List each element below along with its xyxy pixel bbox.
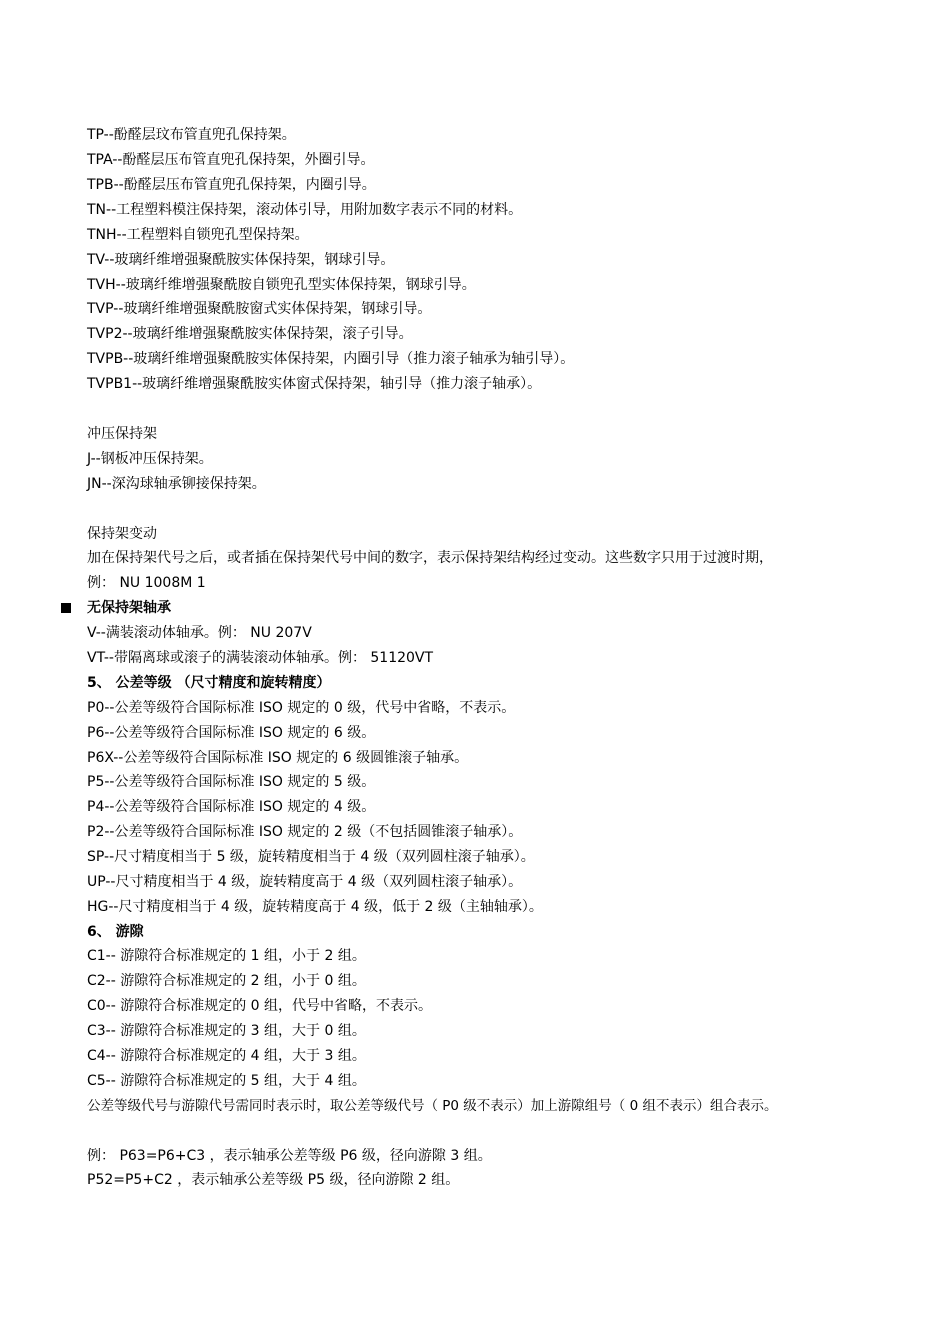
- text-line-tvp: TVP--玻璃纤维增强聚酰胺窗式实体保持架，钢球引导。: [87, 301, 432, 317]
- text-line-p2: P2--公差等级符合国际标准 ISO 规定的 2 级（不包括圆锥滚子轴承）。: [87, 824, 523, 840]
- text-line-cage-modification-desc: 加在保持架代号之后，或者插在保持架代号中间的数字，表示保持架结构经过变动。这些数字只用于过渡时期，: [87, 550, 773, 566]
- text-line-tpb: TPB--酚醛层压布管直兜孔保持架，内圈引导。: [87, 177, 376, 193]
- text-line-p0: P0--公差等级符合国际标准 ISO 规定的 0 级，代号中省略，不表示。: [87, 700, 516, 716]
- section-heading-tolerance-class: 5、 公差等级 （尺寸精度和旋转精度）: [87, 675, 331, 691]
- text-line-tn: TN--工程塑料模注保持架，滚动体引导，用附加数字表示不同的材料。: [87, 202, 523, 218]
- text-line-j: J--钢板冲压保持架。: [87, 451, 213, 467]
- text-line-combination-rule: 公差等级代号与游隙代号需同时表示时，取公差等级代号（ P0 级不表示）加上游隙组号（ 0 组不表示）组合表示。: [87, 1098, 778, 1114]
- text-line-tvh: TVH--玻璃纤维增强聚酰胺自锁兜孔型实体保持架，钢球引导。: [87, 277, 476, 293]
- text-line-c4: C4-- 游隙符合标准规定的 4 组，大于 3 组。: [87, 1048, 366, 1064]
- text-line-c2: C2-- 游隙符合标准规定的 2 组，小于 0 组。: [87, 973, 366, 989]
- text-line-tpa: TPA--酚醛层压布管直兜孔保持架，外圈引导。: [87, 152, 375, 168]
- text-line-example-p63: 例： P63=P6+C3 ，表示轴承公差等级 P6 级，径向游隙 3 组。: [87, 1148, 492, 1164]
- text-line-tvpb1: TVPB1--玻璃纤维增强聚酰胺实体窗式保持架，轴引导（推力滚子轴承）。: [87, 376, 542, 392]
- text-line-tv: TV--玻璃纤维增强聚酰胺实体保持架，钢球引导。: [87, 252, 395, 268]
- text-line-p6x: P6X--公差等级符合国际标准 ISO 规定的 6 级圆锥滚子轴承。: [87, 750, 469, 766]
- text-line-up: UP--尺寸精度相当于 4 级，旋转精度高于 4 级（双列圆柱滚子轴承）。: [87, 874, 523, 890]
- text-line-c1: C1-- 游隙符合标准规定的 1 组，小于 2 组。: [87, 948, 366, 964]
- text-line-example-p52: P52=P5+C2 ，表示轴承公差等级 P5 级，径向游隙 2 组。: [87, 1172, 460, 1188]
- section-heading-no-cage: 无保持架轴承: [87, 600, 171, 616]
- text-line-c5: C5-- 游隙符合标准规定的 5 组，大于 4 组。: [87, 1073, 366, 1089]
- section-heading-cage-modification: 保持架变动: [87, 526, 157, 542]
- text-line-hg: HG--尺寸精度相当于 4 级，旋转精度高于 4 级，低于 2 级（主轴轴承）。: [87, 899, 543, 915]
- text-line-vt: VT--带隔离球或滚子的满装滚动体轴承。例： 51120VT: [87, 650, 434, 666]
- text-line-p6: P6--公差等级符合国际标准 ISO 规定的 6 级。: [87, 725, 376, 741]
- text-line-c3: C3-- 游隙符合标准规定的 3 组，大于 0 组。: [87, 1023, 366, 1039]
- text-line-tnh: TNH--工程塑料自锁兜孔型保持架。: [87, 227, 309, 243]
- section-heading-stamped-cage: 冲压保持架: [87, 426, 157, 442]
- section-heading-clearance: 6、 游隙: [87, 924, 144, 940]
- square-bullet-icon: [61, 603, 71, 613]
- text-line-p5: P5--公差等级符合国际标准 ISO 规定的 5 级。: [87, 774, 376, 790]
- text-line-tvpb: TVPB--玻璃纤维增强聚酰胺实体保持架，内圈引导（推力滚子轴承为轴引导）。: [87, 351, 575, 367]
- text-line-jn: JN--深沟球轴承铆接保持架。: [87, 476, 266, 492]
- text-line-sp: SP--尺寸精度相当于 5 级，旋转精度相当于 4 级（双列圆柱滚子轴承）。: [87, 849, 535, 865]
- text-line-tp: TP--酚醛层玟布管直兜孔保持架。: [87, 127, 296, 143]
- text-line-tvp2: TVP2--玻璃纤维增强聚酰胺实体保持架，滚子引导。: [87, 326, 413, 342]
- text-line-c0: C0-- 游隙符合标准规定的 0 组，代号中省略，不表示。: [87, 998, 433, 1014]
- text-line-p4: P4--公差等级符合国际标准 ISO 规定的 4 级。: [87, 799, 376, 815]
- text-line-v: V--满装滚动体轴承。例： NU 207V: [87, 625, 312, 641]
- text-line-cage-modification-example: 例： NU 1008M 1: [87, 575, 206, 591]
